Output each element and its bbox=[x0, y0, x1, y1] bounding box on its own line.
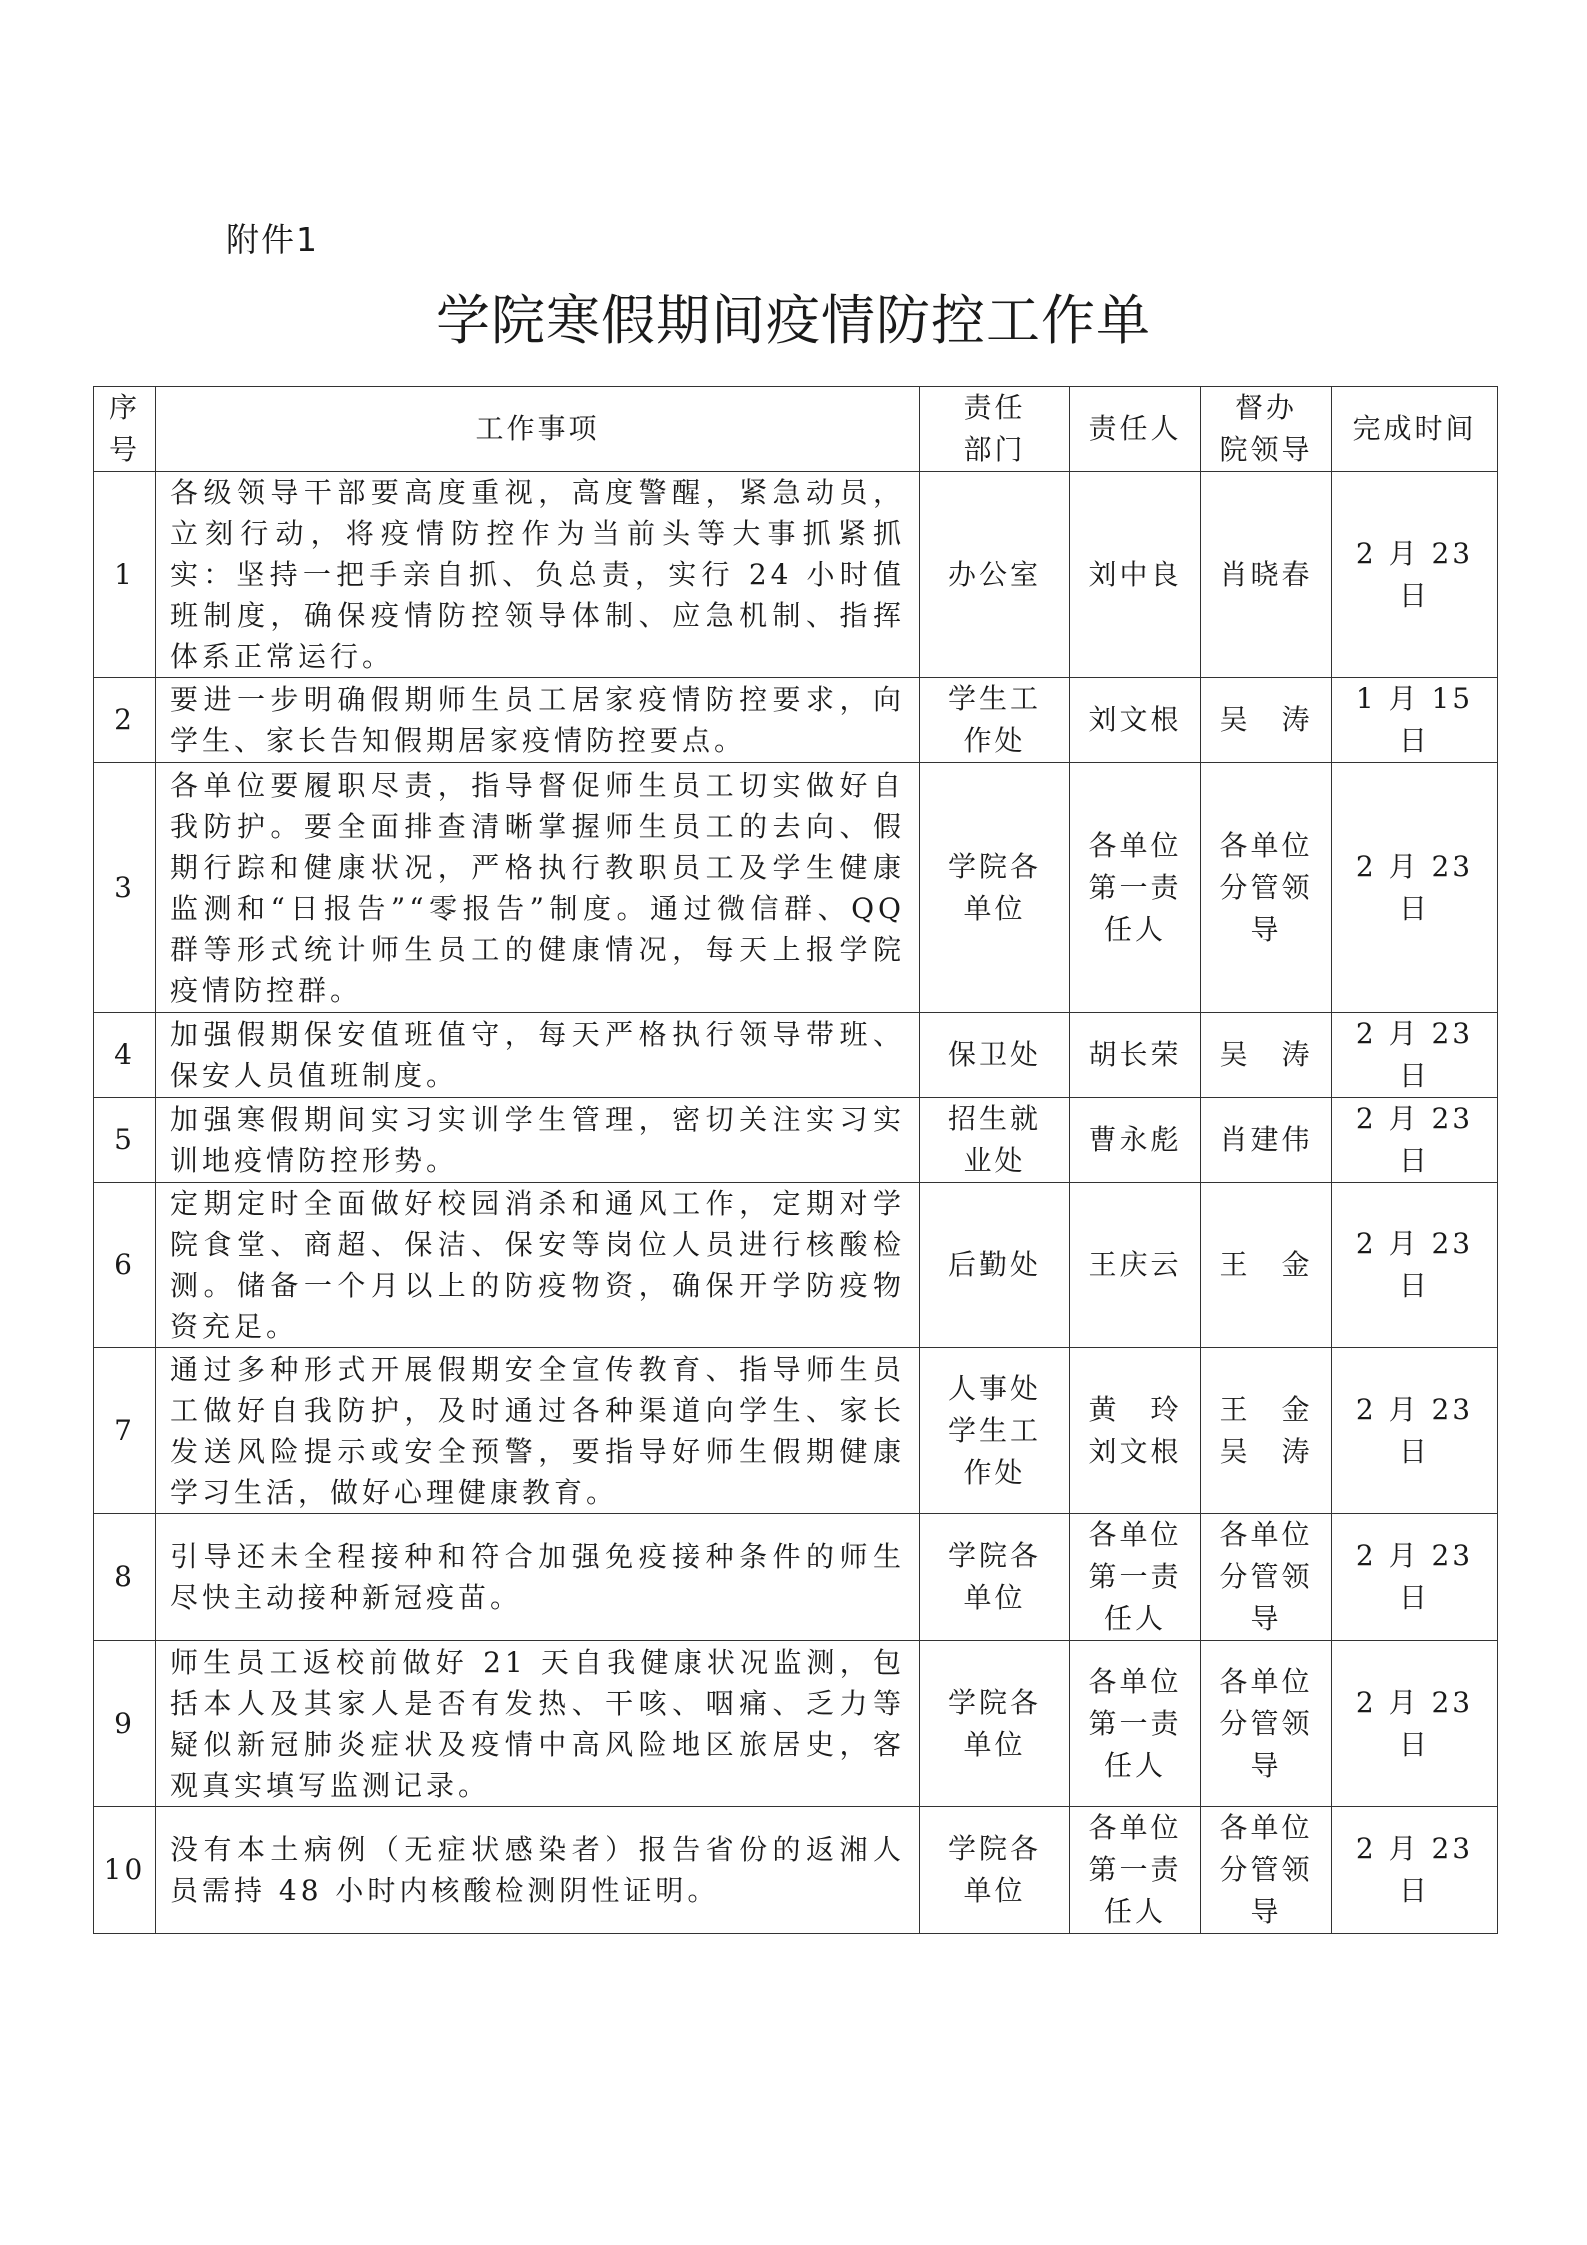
table-row bbox=[94, 472, 1498, 678]
row-item: 通过多种形式开展假期安全宣传教育、指导师生员工做好自我防护，及时通过各种渠道向学生、家长发送风险提示或安全预警，要指导好师生假期健康学习生活，做好心理健康教育。 bbox=[156, 1348, 920, 1514]
row-leader: 吴 涛 bbox=[1201, 678, 1332, 763]
row-no: 4 bbox=[94, 1013, 156, 1098]
row-no: 1 bbox=[94, 472, 156, 678]
row-no: 8 bbox=[94, 1514, 156, 1641]
row-leader: 吴 涛 bbox=[1201, 1013, 1332, 1098]
row-leader: 王 金 吴 涛 bbox=[1201, 1348, 1332, 1514]
header-item: 工作事项 bbox=[156, 387, 920, 472]
header-person: 责任人 bbox=[1070, 387, 1201, 472]
row-dept: 办公室 bbox=[920, 472, 1070, 678]
row-leader: 各单位 分管领 导 bbox=[1201, 1514, 1332, 1641]
row-no: 7 bbox=[94, 1348, 156, 1514]
row-dept: 招生就 业处 bbox=[920, 1098, 1070, 1183]
table-row bbox=[94, 1641, 1498, 1807]
row-dept: 人事处 学生工 作处 bbox=[920, 1348, 1070, 1514]
row-person: 各单位 第一责 任人 bbox=[1070, 763, 1201, 1013]
row-leader: 各单位 分管领 导 bbox=[1201, 1807, 1332, 1934]
header-no: 序 号 bbox=[94, 387, 156, 472]
row-leader: 肖晓春 bbox=[1201, 472, 1332, 678]
row-dept: 学院各 单位 bbox=[920, 763, 1070, 1013]
row-leader: 王 金 bbox=[1201, 1183, 1332, 1348]
row-deadline: 2 月 23 日 bbox=[1332, 1098, 1498, 1183]
header-dept: 责任 部门 bbox=[920, 387, 1070, 472]
row-person: 曹永彪 bbox=[1070, 1098, 1201, 1183]
row-deadline: 2 月 23 日 bbox=[1332, 1641, 1498, 1807]
attachment-label: 附件1 bbox=[226, 220, 319, 259]
row-item: 加强寒假期间实习实训学生管理，密切关注实习实训地疫情防控形势。 bbox=[156, 1098, 920, 1183]
row-deadline: 2 月 23 日 bbox=[1332, 1013, 1498, 1098]
row-item: 师生员工返校前做好 21 天自我健康状况监测，包括本人及其家人是否有发热、干咳、咽痛、乏力等疑似新冠肺炎症状及疫情中高风险地区旅居史，客观真实填写监测记录。 bbox=[156, 1641, 920, 1807]
row-person: 胡长荣 bbox=[1070, 1013, 1201, 1098]
row-deadline: 2 月 23 日 bbox=[1332, 1807, 1498, 1934]
row-item: 各级领导干部要高度重视，高度警醒，紧急动员，立刻行动，将疫情防控作为当前头等大事抓紧抓实：坚持一把手亲自抓、负总责，实行 24 小时值班制度，确保疫情防控领导体制、应急机制、指挥体系正常运行。 bbox=[156, 472, 920, 678]
row-item: 要进一步明确假期师生员工居家疫情防控要求，向学生、家长告知假期居家疫情防控要点。 bbox=[156, 678, 920, 763]
row-person: 黄 玲 刘文根 bbox=[1070, 1348, 1201, 1514]
table-row bbox=[94, 1183, 1498, 1348]
row-dept: 保卫处 bbox=[920, 1013, 1070, 1098]
row-person: 各单位 第一责 任人 bbox=[1070, 1641, 1201, 1807]
work-table bbox=[93, 386, 1498, 1934]
row-item: 没有本土病例（无症状感染者）报告省份的返湘人员需持 48 小时内核酸检测阴性证明。 bbox=[156, 1807, 920, 1934]
row-item: 定期定时全面做好校园消杀和通风工作，定期对学院食堂、商超、保洁、保安等岗位人员进行核酸检测。储备一个月以上的防疫物资，确保开学防疫物资充足。 bbox=[156, 1183, 920, 1348]
row-no: 3 bbox=[94, 763, 156, 1013]
row-person: 各单位 第一责 任人 bbox=[1070, 1514, 1201, 1641]
header-row bbox=[94, 387, 1498, 472]
table-row bbox=[94, 678, 1498, 763]
row-dept: 学院各 单位 bbox=[920, 1807, 1070, 1934]
row-item: 各单位要履职尽责，指导督促师生员工切实做好自我防护。要全面排查清晰掌握师生员工的去向、假期行踪和健康状况，严格执行教职员工及学生健康监测和“日报告”“零报告”制度。通过微信群、QQ 群等形式统计师生员工的健康情况，每天上报学院疫情防控群。 bbox=[156, 763, 920, 1013]
row-deadline: 2 月 23 日 bbox=[1332, 1183, 1498, 1348]
row-item: 引导还未全程接种和符合加强免疫接种条件的师生尽快主动接种新冠疫苗。 bbox=[156, 1514, 920, 1641]
header-leader: 督办 院领导 bbox=[1201, 387, 1332, 472]
row-no: 2 bbox=[94, 678, 156, 763]
row-no: 5 bbox=[94, 1098, 156, 1183]
row-person: 刘文根 bbox=[1070, 678, 1201, 763]
row-dept: 学院各 单位 bbox=[920, 1514, 1070, 1641]
table-row bbox=[94, 1013, 1498, 1098]
table-row bbox=[94, 1807, 1498, 1934]
row-deadline: 2 月 23 日 bbox=[1332, 472, 1498, 678]
row-no: 6 bbox=[94, 1183, 156, 1348]
table-row bbox=[94, 1514, 1498, 1641]
row-item: 加强假期保安值班值守，每天严格执行领导带班、保安人员值班制度。 bbox=[156, 1013, 920, 1098]
table-row bbox=[94, 763, 1498, 1013]
row-deadline: 2 月 23 日 bbox=[1332, 1348, 1498, 1514]
row-deadline: 2 月 23 日 bbox=[1332, 763, 1498, 1013]
row-no: 10 bbox=[94, 1807, 156, 1934]
row-person: 刘中良 bbox=[1070, 472, 1201, 678]
table-row bbox=[94, 1098, 1498, 1183]
row-deadline: 2 月 23 日 bbox=[1332, 1514, 1498, 1641]
row-dept: 学院各 单位 bbox=[920, 1641, 1070, 1807]
header-deadline: 完成时间 bbox=[1332, 387, 1498, 472]
row-dept: 学生工 作处 bbox=[920, 678, 1070, 763]
row-no: 9 bbox=[94, 1641, 156, 1807]
table-row bbox=[94, 1348, 1498, 1514]
row-leader: 各单位 分管领 导 bbox=[1201, 1641, 1332, 1807]
row-leader: 各单位 分管领 导 bbox=[1201, 763, 1332, 1013]
page-title: 学院寒假期间疫情防控工作单 bbox=[436, 289, 1151, 352]
row-dept: 后勤处 bbox=[920, 1183, 1070, 1348]
row-deadline: 1 月 15 日 bbox=[1332, 678, 1498, 763]
row-person: 各单位 第一责 任人 bbox=[1070, 1807, 1201, 1934]
row-person: 王庆云 bbox=[1070, 1183, 1201, 1348]
row-leader: 肖建伟 bbox=[1201, 1098, 1332, 1183]
